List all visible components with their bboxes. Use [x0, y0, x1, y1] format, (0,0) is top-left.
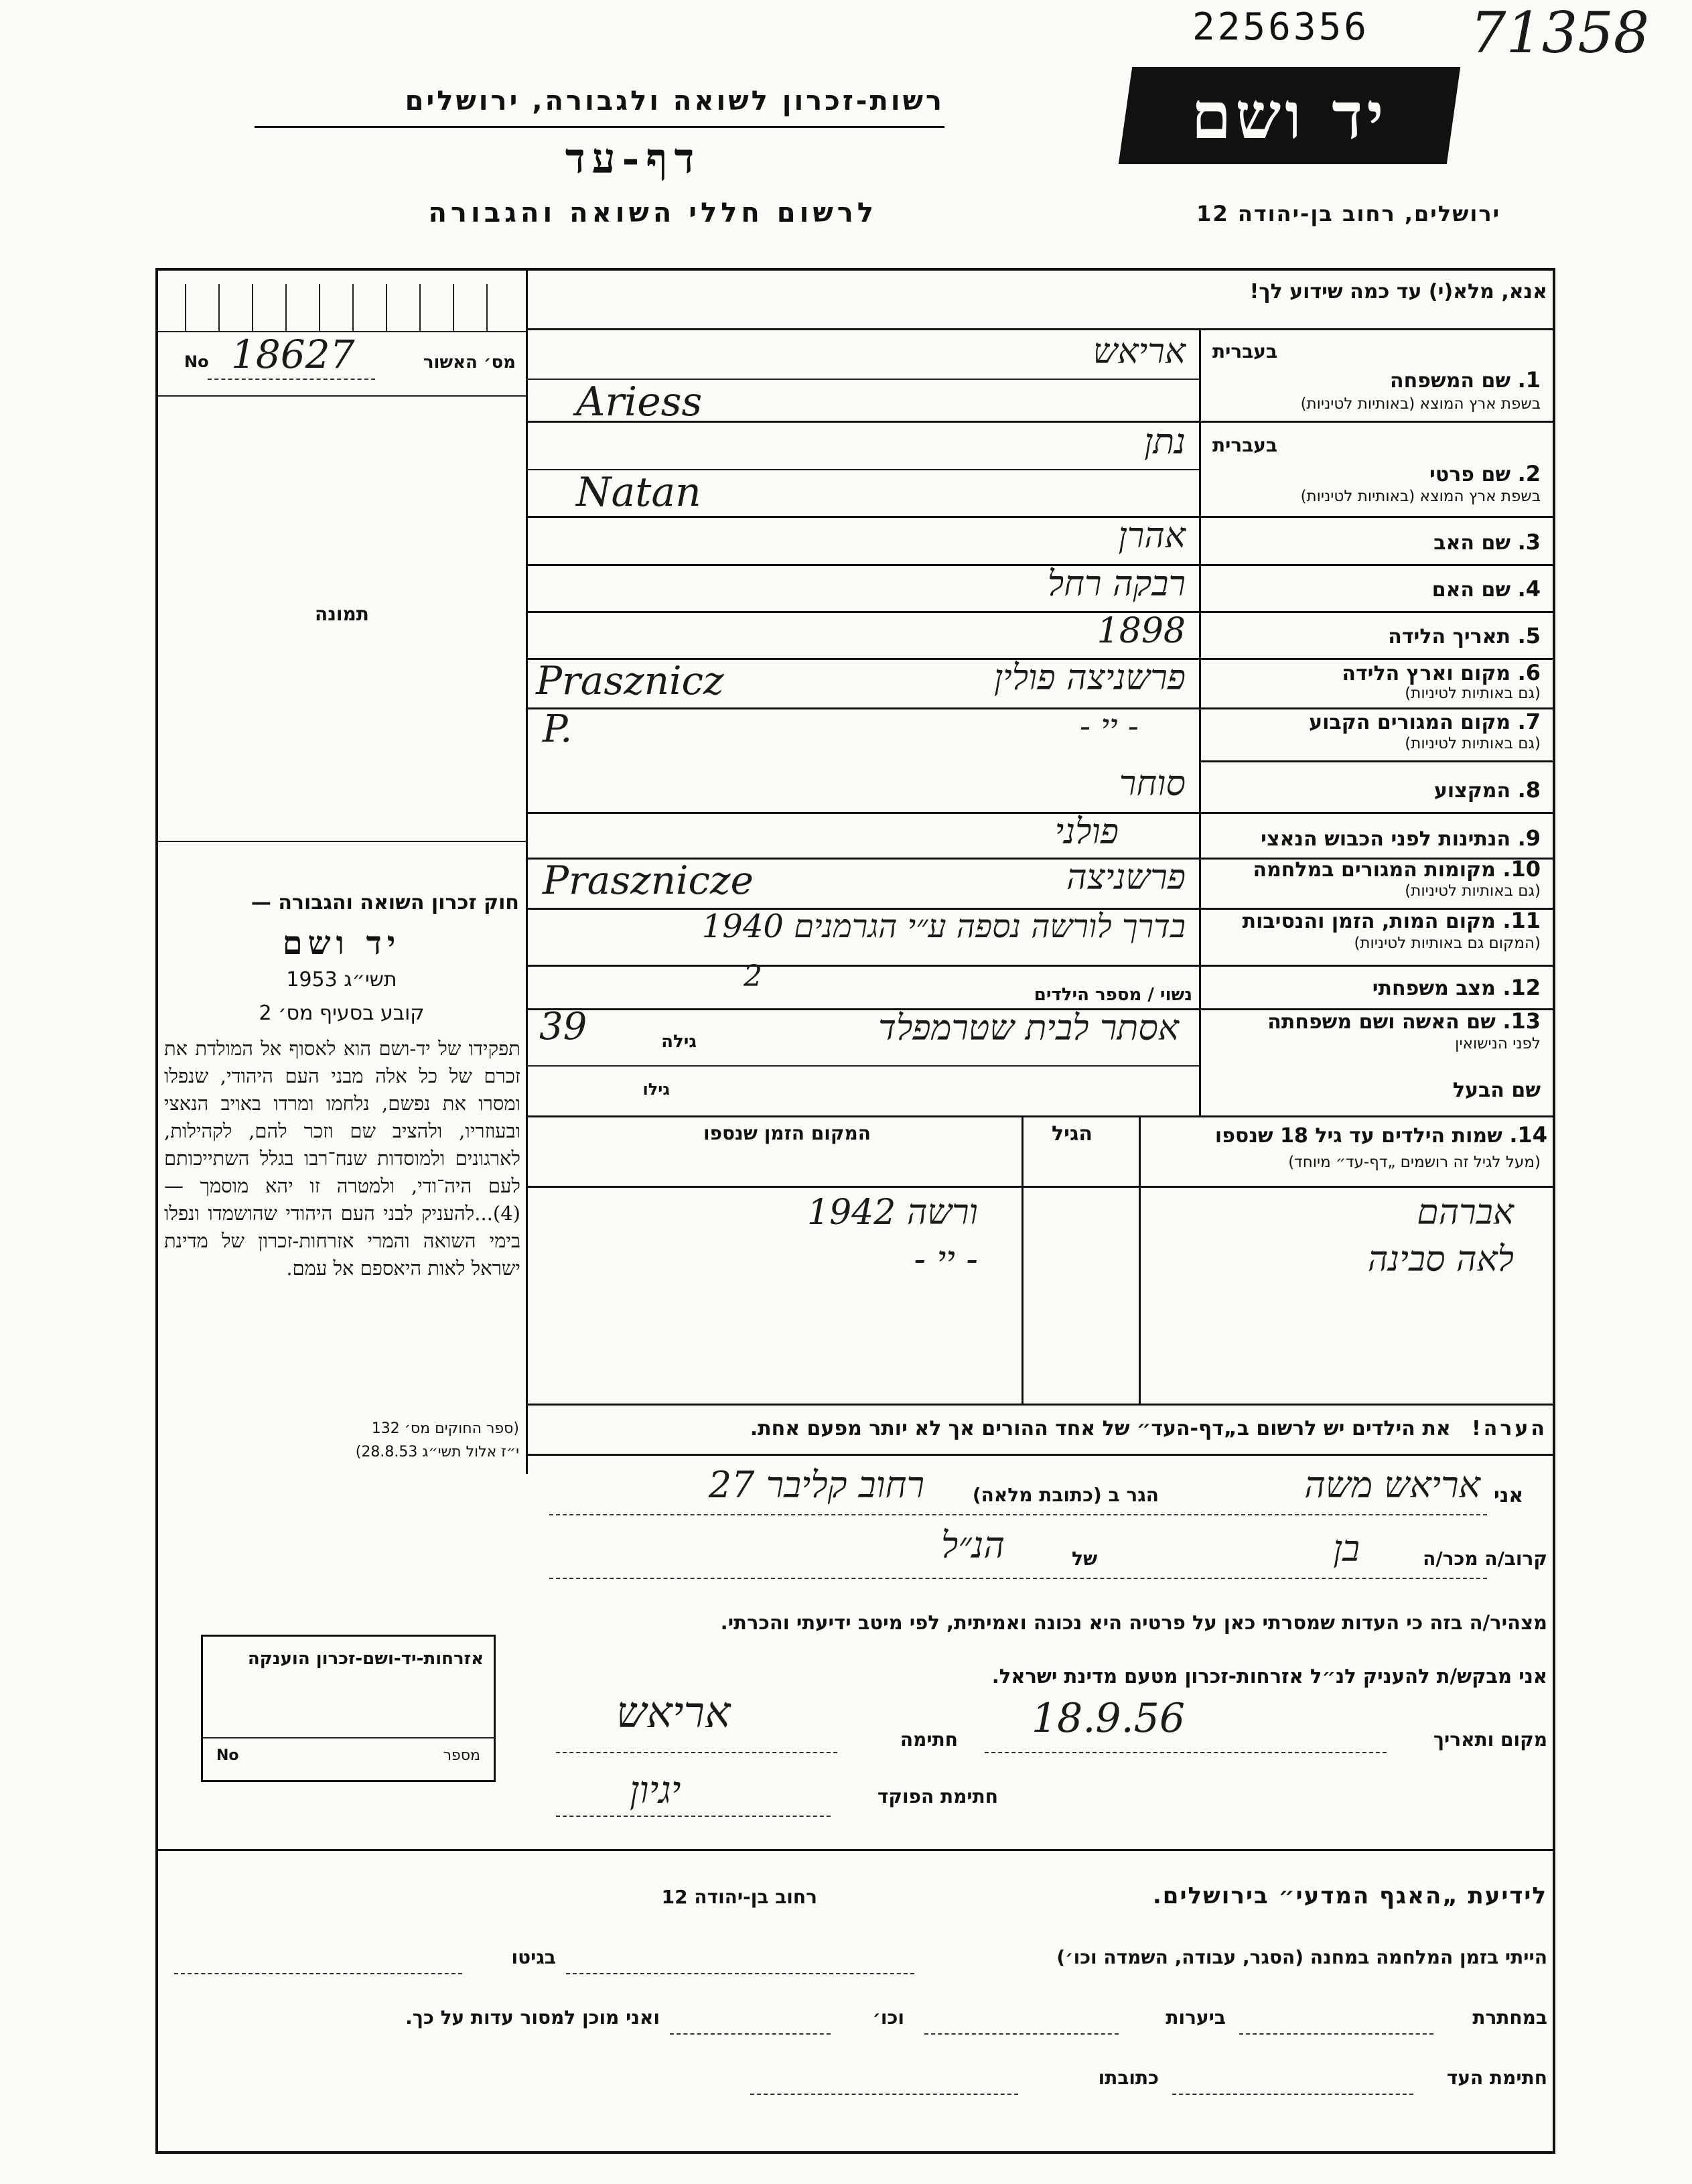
declarant-of-value: הנ״ל	[941, 1524, 1005, 1566]
org-underline	[255, 126, 944, 128]
declarant-of-label: של	[1072, 1548, 1098, 1570]
field-8-label: 8. המקצוע	[1433, 777, 1541, 803]
law-year: תשי״ג 1953	[286, 968, 397, 992]
field-7-value-latin: P.	[543, 707, 573, 751]
bottom-line2-b: ביערות	[1166, 2006, 1226, 2029]
citizenship-box-title: אזרחות-יד-ושם-זכרון הוענקה	[247, 1649, 484, 1669]
field-13-age-label: גילה	[661, 1032, 697, 1052]
field-7-label: 7. מקום המגורים הקבוע	[1309, 709, 1541, 734]
bottom-line3-b: כתובתו	[1098, 2067, 1159, 2089]
child-1-place: ורשה 1942	[806, 1192, 978, 1233]
request-text: אני מבקש/ת להעניק לנ״ל אזרחות-זכרון מטעם מדינת ישראל.	[991, 1665, 1547, 1688]
place-date-label: מקום ותאריך	[1433, 1728, 1547, 1751]
field-6-value-latin: Prasznicz	[536, 658, 724, 703]
org-line: רשות-זכרון לשואה ולגבורה, ירושלים	[405, 86, 944, 117]
official-signature-label: חתימת הפוקד	[877, 1785, 998, 1807]
field-6-sub: (גם באותיות לטיניות)	[1405, 685, 1541, 702]
children-col-place: המקום הזמן שנספו	[703, 1122, 871, 1144]
side-panel-divider	[526, 268, 528, 1474]
logo-text: יד ושם	[1191, 78, 1388, 153]
field-12-children-count: 2	[744, 959, 762, 994]
field-5-value: 1898	[1097, 611, 1186, 651]
field-10-sub: (גם באותיות לטיניות)	[1405, 882, 1541, 900]
field-12-label: 12. מצב משפחתי	[1372, 975, 1541, 1000]
field-3-label: 3. שם האב	[1433, 529, 1541, 555]
children-col-age: הגיל	[1052, 1122, 1092, 1146]
children-subtitle: (מעל לגיל זה רושמים „דף-עד״ מיוחד)	[1288, 1154, 1541, 1171]
declarant-relation: בן	[1333, 1527, 1360, 1570]
law-reference: (ספר החוקים מס׳ 132	[371, 1420, 519, 1437]
citizenship-box	[201, 1635, 496, 1782]
official-signature: יגיון	[630, 1769, 681, 1812]
field-2-value-latin: Natan	[576, 469, 701, 516]
citizenship-no-prefix: No	[216, 1747, 239, 1764]
field-13-sub: לפני הנישואין	[1455, 1035, 1541, 1052]
signature-label: חתימה	[900, 1728, 958, 1751]
declarant-relation-label: קרוב/ה מכר/ה	[1423, 1548, 1547, 1570]
children-title: 14. שמות הילדים עד גיל 18 שנספו	[1214, 1122, 1547, 1148]
approval-no-prefix: No	[184, 352, 209, 371]
bottom-line2-a: במחתרת	[1472, 2006, 1547, 2029]
bottom-line1-b: בגיטו	[511, 1946, 556, 1968]
field-8-value: סוחר	[1119, 764, 1186, 804]
bottom-line1-a: הייתי בזמן המלחמה במחנה (הסגר, עבודה, השמדה וכו׳)	[1056, 1946, 1547, 1968]
form-title: דף-עד	[565, 134, 701, 183]
law-text: תפקידו של יד-ושם הוא לאסוף אל המולדת את זכרם של כל אלה מבני העם היהודי, שנפלו ומסרו את נפשם, נלחמו ומרדו באויב הנאצי ובעוזריו, ולהציב שם וזכר להם, לקהילות, לארגונים ולמוסדות שנח־רבו בגלל השתייכותם לעם היה־ודי, ולמטרה זו יהא מוסמך — (4)...להעניק לבני העם היהודי שהושמדו ונפלו בימי השואה והמרי אזרחות-זכרון של מדינת ישראל לאות היאספם אל עמם.	[164, 1037, 520, 1280]
field-13-label: 13. שם האשה ושם משפחתה	[1267, 1008, 1541, 1034]
field-13-age: 39	[539, 1005, 587, 1048]
field-5-label: 5. תאריך הלידה	[1388, 623, 1541, 649]
field-7-sub: (גם באותיות לטיניות)	[1405, 735, 1541, 752]
child-2-place: - יי -	[914, 1239, 978, 1280]
field-6-value: פרשניצה פולין	[993, 658, 1186, 698]
field-12-children-label: נשוי / מספר הילדים	[1034, 985, 1192, 1005]
husband-age-label: גילו	[642, 1080, 670, 1099]
field-11-label: 11. מקום המות, הזמן והנסיבות	[1242, 908, 1541, 933]
field-1-label: 1. שם המשפחה	[1390, 367, 1541, 393]
declarant-signature: אריאש	[616, 1688, 731, 1738]
note: הערה! את הילדים יש לרשום ב„דף-העד״ של אחד ההורים אך לא יותר מפעם אחת.	[750, 1417, 1547, 1440]
field-6-label: 6. מקום וארץ הלידה	[1342, 660, 1541, 685]
field-2-lang: בעברית	[1212, 434, 1278, 456]
declare-text: מצהיר/ה בזה כי העדות שמסרתי כאן על פרטיה היא נכונה ואמיתית, לפי מיטב ידיעתי והכרתי.	[720, 1611, 1547, 1634]
field-1-lang: בעברית	[1212, 340, 1278, 362]
field-11-sub: (המקום גם באותיות לטיניות)	[1354, 935, 1541, 952]
bottom-address: רחוב בן-יהודה 12	[661, 1886, 817, 1908]
field-2-sub: בשפת ארץ המוצא (באותיות לטיניות)	[1300, 488, 1541, 505]
field-9-value: פולני	[1054, 812, 1119, 852]
field-1-value-latin: Ariess	[576, 379, 703, 425]
law-date: י״ז אלול תשי״ג 28.8.53)	[355, 1444, 519, 1460]
child-2-name: לאה סבינה	[1367, 1239, 1514, 1280]
instruction-rule	[526, 328, 1555, 330]
instruction: אנא, מלא(י) עד כמה שידוע לך!	[1249, 280, 1547, 303]
field-10-value-latin: Prasznicze	[543, 858, 754, 903]
child-1-name: אברהם	[1417, 1192, 1514, 1233]
bottom-title: לידיעת „האגף המדעי״ בירושלים.	[1152, 1883, 1547, 1909]
field-4-label: 4. שם האם	[1431, 576, 1541, 602]
field-7-value: - יי -	[1079, 707, 1139, 745]
field-4-value: רבקה רחל	[1047, 564, 1186, 604]
approval-label: מס׳ האשור	[423, 352, 516, 372]
label-column-divider	[1199, 328, 1201, 1115]
form-subtitle: לרשום חללי השואה והגבורה	[428, 198, 877, 228]
field-2-label: 2. שם פרטי	[1429, 461, 1541, 486]
declarant-i-label: אני	[1494, 1484, 1524, 1507]
place-date: 18.9.56	[1032, 1695, 1186, 1742]
photo-label: תמונה	[315, 603, 369, 625]
field-13-value: אסתר לבית שטרמפלד	[878, 1008, 1179, 1048]
field-3-value: אהרן	[1118, 516, 1186, 556]
law-name: יד ושם	[282, 925, 401, 962]
field-10-value: פרשניצה	[1066, 858, 1186, 898]
husband-label: שם הבעל	[1452, 1079, 1541, 1102]
field-2-value: נתן	[1144, 422, 1186, 462]
law-section: קובע בסעיף מס׳ 2	[259, 1002, 425, 1025]
bottom-line2-d: ואני מוכן למסור עדות על כך.	[405, 2006, 660, 2029]
yad-vashem-logo	[1119, 67, 1460, 164]
typed-record-number: 2256356	[1192, 5, 1370, 49]
bottom-line2-c: וכו׳	[872, 2006, 904, 2029]
bottom-line3-a: חתימת העד	[1446, 2067, 1547, 2089]
approval-ticks	[158, 271, 523, 331]
header-address: ירושלים, רחוב בן-יהודה 12	[1196, 201, 1500, 226]
law-title: חוק זכרון השואה והגבורה —	[251, 891, 519, 914]
field-11-value: בדרך לורשה נספה ע״י הגרמנים 1940	[701, 908, 1186, 945]
citizenship-no-label: מספר	[443, 1747, 480, 1764]
declarant-name: אריאש משה	[1304, 1464, 1480, 1506]
field-10-label: 10. מקומות המגורים במלחמה	[1253, 856, 1541, 882]
field-9-label: 9. הנתינות לפני הכבוש הנאצי	[1261, 825, 1541, 851]
field-1-value: אריאש	[1092, 332, 1186, 372]
handwritten-record-number: 71358	[1470, 0, 1650, 66]
field-1-sub: בשפת ארץ המוצא (באותיות לטיניות)	[1300, 395, 1541, 413]
declarant-address: רחוב קליבר 27	[708, 1464, 924, 1506]
approval-number: 18627	[231, 332, 355, 377]
declarant-lives-label: הגר ב (כתובת מלאה)	[972, 1484, 1159, 1506]
